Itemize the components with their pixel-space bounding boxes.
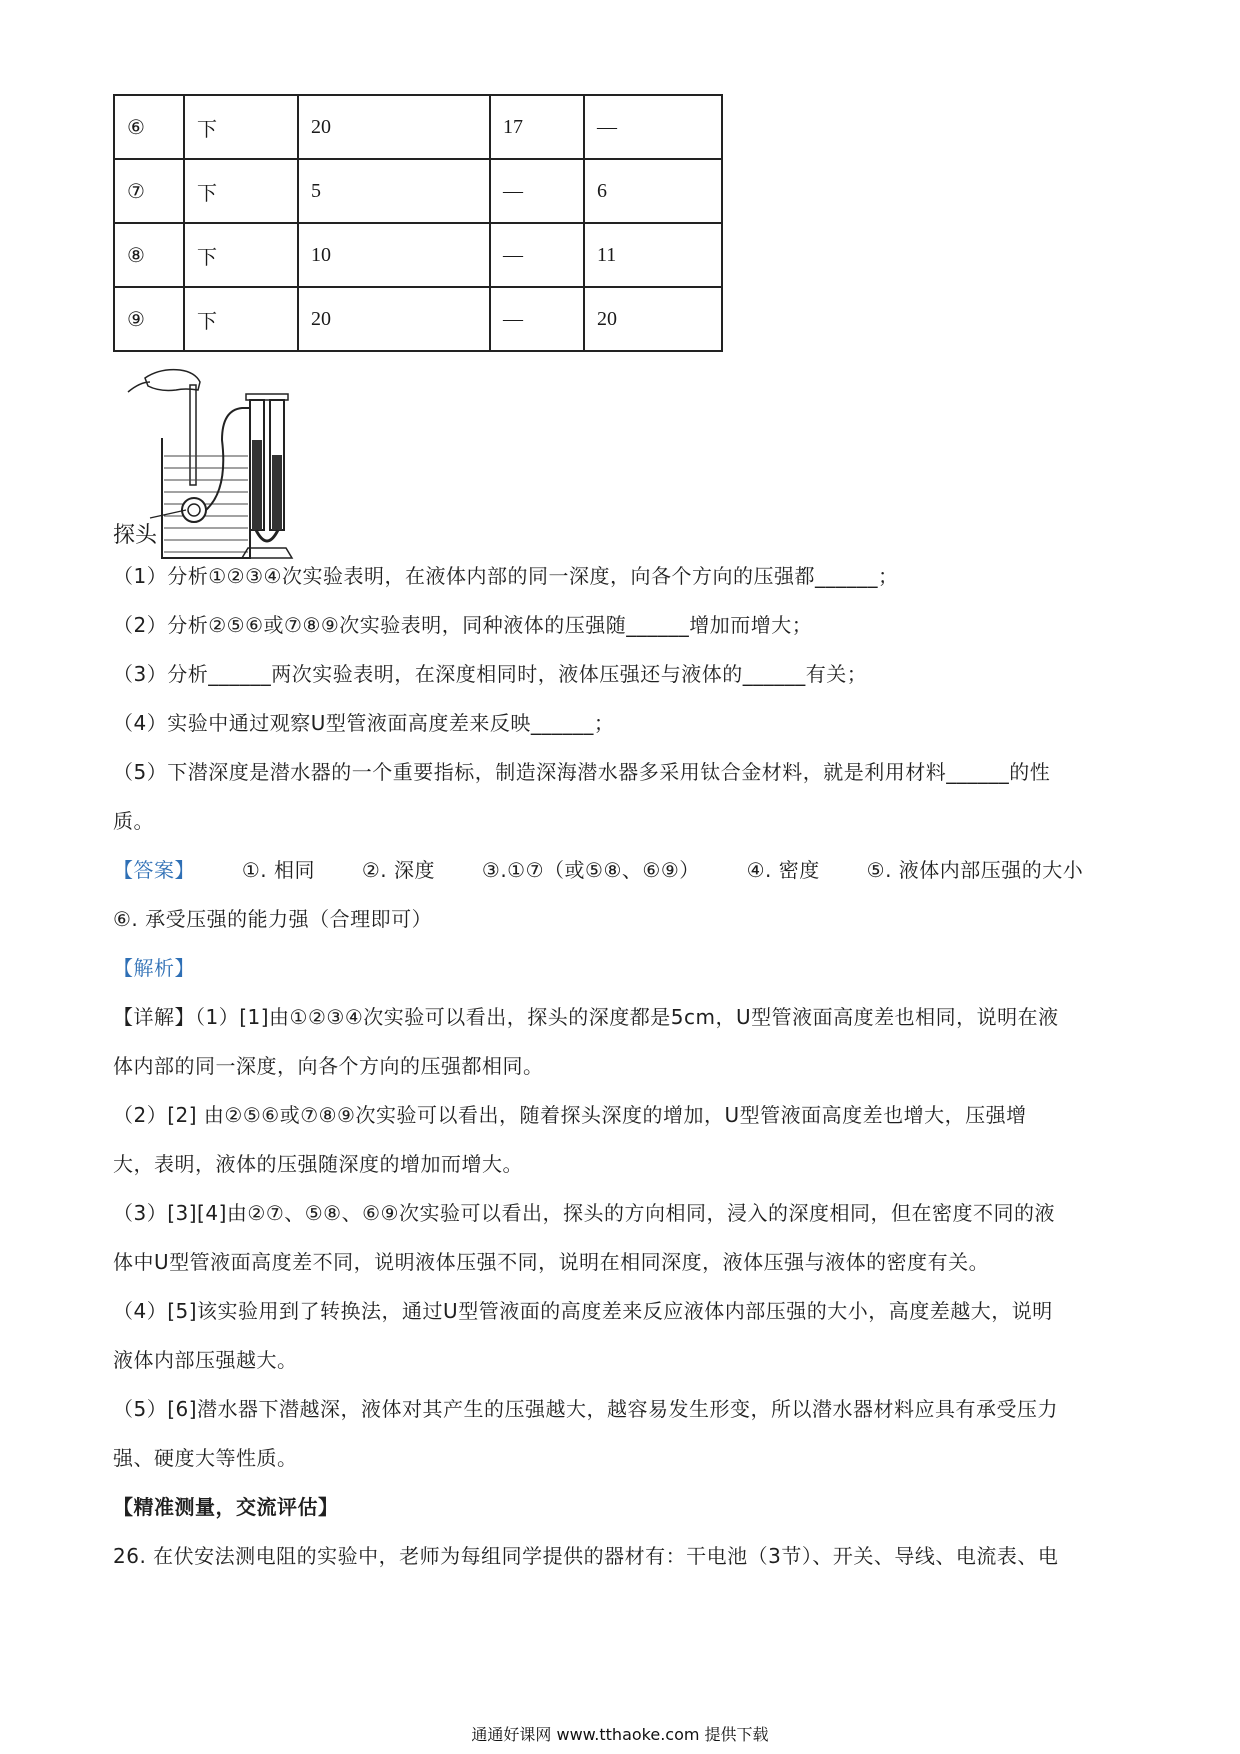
table-row <box>114 287 722 351</box>
experiment-data-table <box>113 94 723 352</box>
question-26: 26. 在伏安法测电阻的实验中，老师为每组同学提供的器材有：干电池（3节）、开关、导线、电流表、电 <box>113 1544 1059 1568</box>
question-5-cont: 质。 <box>113 809 154 833</box>
table-cell: — <box>490 159 584 223</box>
detail-line: （2）[2] 由②⑤⑥或⑦⑧⑨次实验可以看出，随着探头深度的增加，U型管液面高度差也增大，压强增 <box>113 1103 1027 1127</box>
table-cell: 5 <box>298 159 490 223</box>
question-3: （3）分析______两次实验表明，在深度相同时，液体压强还与液体的______有关； <box>113 662 868 686</box>
answer-item: ④. 密度 <box>746 858 820 882</box>
detail-line: （4）[5]该实验用到了转换法，通过U型管液面的高度差来反应液体内部压强的大小，高度差越大，说明 <box>113 1299 1053 1323</box>
answer-tag: 【答案】 <box>113 858 195 882</box>
detail-line: 【详解】（1）[1]由①②③④次实验可以看出，探头的深度都是5cm，U型管液面高度差也相同，说明在液 <box>113 1005 1059 1029</box>
table-cell: 下 <box>184 287 298 351</box>
table-cell: 10 <box>298 223 490 287</box>
detail-line: 大，表明，液体的压强随深度的增加而增大。 <box>113 1152 523 1176</box>
table-cell: 下 <box>184 223 298 287</box>
detail-line: 强、硬度大等性质。 <box>113 1446 298 1470</box>
table-cell: 下 <box>184 95 298 159</box>
table-row <box>114 223 722 287</box>
table-cell: ⑧ <box>114 223 184 287</box>
detail-line: （5）[6]潜水器下潜越深，液体对其产生的压强越大，越容易发生形变，所以潜水器材料应具有承受压力 <box>113 1397 1059 1421</box>
question-4: （4）实验中通过观察U型管液面高度差来反映______； <box>113 711 615 735</box>
answer-item: ②. 深度 <box>361 858 436 882</box>
table-cell: — <box>490 223 584 287</box>
answer-line <box>113 854 1083 883</box>
section-heading: 【精准测量，交流评估】 <box>113 1495 339 1519</box>
answer-item: ⑤. 液体内部压强的大小 <box>866 858 1084 882</box>
question-2: （2）分析②⑤⑥或⑦⑧⑨次实验表明，同种液体的压强随______增加而增大； <box>113 613 813 637</box>
detail-line: 体中U型管液面高度差不同，说明液体压强不同，说明在相同深度，液体压强与液体的密度有关。 <box>113 1250 990 1274</box>
table-cell: 20 <box>584 287 722 351</box>
page-footer: 通通好课网 www.tthaoke.com 提供下载 <box>471 1725 769 1744</box>
table-cell: — <box>584 95 722 159</box>
table-cell: 11 <box>584 223 722 287</box>
table-cell: — <box>490 287 584 351</box>
answer-item-6: ⑥. 承受压强的能力强（合理即可） <box>113 907 433 931</box>
analysis-tag: 【解析】 <box>113 956 195 980</box>
answer-item: ③.①⑦（或⑤⑧、⑥⑨） <box>481 858 700 882</box>
table-cell: 6 <box>584 159 722 223</box>
table-cell: 20 <box>298 95 490 159</box>
detail-line: 液体内部压强越大。 <box>113 1348 298 1372</box>
table-cell: ⑦ <box>114 159 184 223</box>
table-cell: ⑨ <box>114 287 184 351</box>
question-5: （5）下潜深度是潜水器的一个重要指标，制造深海潜水器多采用钛合金材料，就是利用材料______的性 <box>113 760 1051 784</box>
detail-line: 体内部的同一深度，向各个方向的压强都相同。 <box>113 1054 544 1078</box>
detail-line: （3）[3][4]由②⑦、⑤⑧、⑥⑨次实验可以看出，探头的方向相同，浸入的深度相同，但在密度不同的液 <box>113 1201 1055 1225</box>
table-row <box>114 95 722 159</box>
answer-item: ①. 相同 <box>241 858 316 882</box>
table-cell: 20 <box>298 287 490 351</box>
table-cell: 下 <box>184 159 298 223</box>
table-cell: 17 <box>490 95 584 159</box>
probe-label: 探头 <box>113 523 158 548</box>
table-row <box>114 159 722 223</box>
question-1: （1）分析①②③④次实验表明，在液体内部的同一深度，向各个方向的压强都______； <box>113 564 899 588</box>
table-cell: ⑥ <box>114 95 184 159</box>
